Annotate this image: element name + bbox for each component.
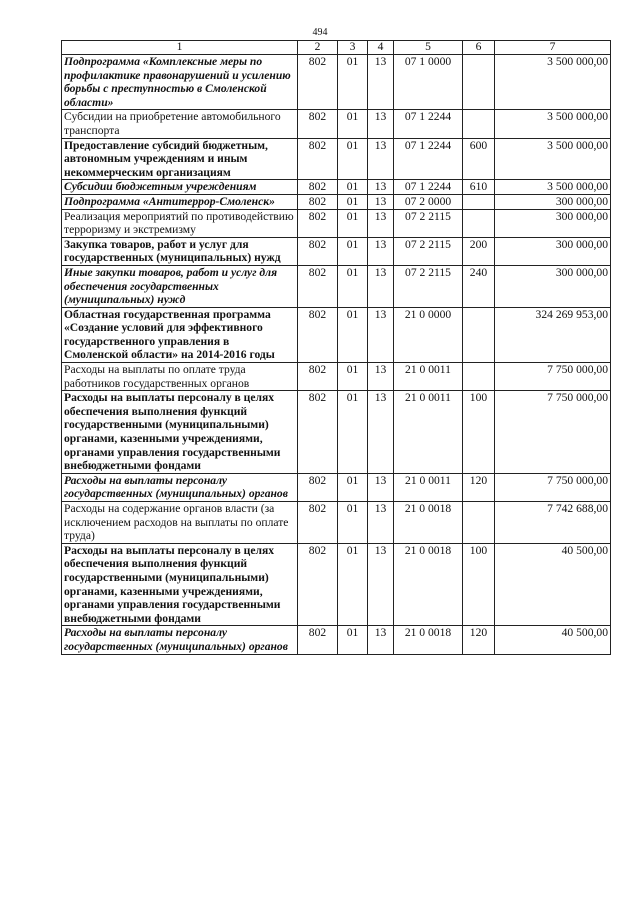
ministry-code-cell: 802 <box>298 110 338 138</box>
amount-cell: 3 500 000,00 <box>495 55 611 110</box>
column-number-row <box>62 41 611 55</box>
subsection-code-cell: 13 <box>368 55 394 110</box>
expense-name-cell: Расходы на выплаты по оплате труда работников государственных органов <box>62 363 298 391</box>
ministry-code-cell: 802 <box>298 237 338 265</box>
target-article-cell: 21 0 0018 <box>394 626 463 654</box>
amount-cell: 300 000,00 <box>495 194 611 209</box>
expense-type-cell <box>463 307 495 362</box>
table-row <box>62 194 611 209</box>
amount-cell: 40 500,00 <box>495 626 611 654</box>
expense-type-cell <box>463 110 495 138</box>
table-row <box>62 180 611 195</box>
section-code-cell: 01 <box>338 307 368 362</box>
subsection-code-cell: 13 <box>368 307 394 362</box>
table-row <box>62 391 611 474</box>
subsection-code-cell: 13 <box>368 473 394 501</box>
expense-type-cell <box>463 502 495 544</box>
subsection-code-cell: 13 <box>368 265 394 307</box>
expense-name-cell: Областная государственная программа «Создание условий для эффективного государственного управления в Смоленской области» на 2014-2016 годы <box>62 307 298 362</box>
amount-cell: 3 500 000,00 <box>495 138 611 180</box>
expense-name-cell: Расходы на выплаты персоналу в целях обеспечения выполнения функций государственными (муниципальными) органами, казенными учреждениями, органами управления государственными внебюджетными фондами <box>62 391 298 474</box>
expense-name-cell: Расходы на выплаты персоналу государственных (муниципальных) органов <box>62 473 298 501</box>
expense-type-cell <box>463 209 495 237</box>
amount-cell: 3 500 000,00 <box>495 180 611 195</box>
target-article-cell: 21 0 0000 <box>394 307 463 362</box>
section-code-cell: 01 <box>338 391 368 474</box>
target-article-cell: 07 2 2115 <box>394 209 463 237</box>
expense-name-cell: Подпрограмма «Антитеррор-Смоленск» <box>62 194 298 209</box>
target-article-cell: 07 2 2115 <box>394 237 463 265</box>
amount-cell: 3 500 000,00 <box>495 110 611 138</box>
amount-cell: 7 750 000,00 <box>495 391 611 474</box>
expense-type-cell: 240 <box>463 265 495 307</box>
expense-type-cell: 120 <box>463 626 495 654</box>
expense-name-cell: Предоставление субсидий бюджетным, автономным учреждениям и иным некоммерческим организациям <box>62 138 298 180</box>
page-number: 494 <box>312 27 328 38</box>
section-code-cell: 01 <box>338 237 368 265</box>
amount-cell: 300 000,00 <box>495 209 611 237</box>
ministry-code-cell: 802 <box>298 265 338 307</box>
target-article-cell: 07 2 0000 <box>394 194 463 209</box>
target-article-cell: 07 1 2244 <box>394 110 463 138</box>
amount-cell: 40 500,00 <box>495 543 611 626</box>
section-code-cell: 01 <box>338 543 368 626</box>
subsection-code-cell: 13 <box>368 502 394 544</box>
amount-cell: 324 269 953,00 <box>495 307 611 362</box>
expense-name-cell: Закупка товаров, работ и услуг для государственных (муниципальных) нужд <box>62 237 298 265</box>
subsection-code-cell: 13 <box>368 626 394 654</box>
section-code-cell: 01 <box>338 626 368 654</box>
subsection-code-cell: 13 <box>368 180 394 195</box>
section-code-cell: 01 <box>338 209 368 237</box>
subsection-code-cell: 13 <box>368 138 394 180</box>
column-header: 3 <box>338 41 368 55</box>
expense-type-cell <box>463 363 495 391</box>
expense-type-cell: 120 <box>463 473 495 501</box>
ministry-code-cell: 802 <box>298 55 338 110</box>
expense-type-cell <box>463 55 495 110</box>
target-article-cell: 21 0 0018 <box>394 502 463 544</box>
target-article-cell: 07 2 2115 <box>394 265 463 307</box>
column-header: 5 <box>394 41 463 55</box>
section-code-cell: 01 <box>338 194 368 209</box>
amount-cell: 7 750 000,00 <box>495 473 611 501</box>
subsection-code-cell: 13 <box>368 543 394 626</box>
expense-name-cell: Подпрограмма «Комплексные меры по профилактике правонарушений и усилению борьбы с преступностью в Смоленской области» <box>62 55 298 110</box>
expense-name-cell: Субсидии бюджетным учреждениям <box>62 180 298 195</box>
ministry-code-cell: 802 <box>298 209 338 237</box>
section-code-cell: 01 <box>338 110 368 138</box>
ministry-code-cell: 802 <box>298 138 338 180</box>
subsection-code-cell: 13 <box>368 209 394 237</box>
column-header: 7 <box>495 41 611 55</box>
table-row <box>62 209 611 237</box>
expense-name-cell: Иные закупки товаров, работ и услуг для обеспечения государственных (муниципальных) нужд <box>62 265 298 307</box>
expense-type-cell: 200 <box>463 237 495 265</box>
target-article-cell: 21 0 0018 <box>394 543 463 626</box>
ministry-code-cell: 802 <box>298 194 338 209</box>
column-header: 4 <box>368 41 394 55</box>
table-row <box>62 265 611 307</box>
target-article-cell: 07 1 2244 <box>394 138 463 180</box>
expense-type-cell: 610 <box>463 180 495 195</box>
subsection-code-cell: 13 <box>368 363 394 391</box>
ministry-code-cell: 802 <box>298 626 338 654</box>
table-row <box>62 502 611 544</box>
expense-type-cell: 600 <box>463 138 495 180</box>
section-code-cell: 01 <box>338 265 368 307</box>
subsection-code-cell: 13 <box>368 237 394 265</box>
section-code-cell: 01 <box>338 55 368 110</box>
amount-cell: 7 742 688,00 <box>495 502 611 544</box>
section-code-cell: 01 <box>338 180 368 195</box>
expense-name-cell: Расходы на выплаты персоналу в целях обеспечения выполнения функций государственными (муниципальными) органами, казенными учреждениями, органами управления государственными внебюджетными фондами <box>62 543 298 626</box>
ministry-code-cell: 802 <box>298 307 338 362</box>
table-row <box>62 55 611 110</box>
ministry-code-cell: 802 <box>298 543 338 626</box>
table-row <box>62 138 611 180</box>
subsection-code-cell: 13 <box>368 110 394 138</box>
table-row <box>62 473 611 501</box>
ministry-code-cell: 802 <box>298 473 338 501</box>
budget-table <box>61 40 611 655</box>
ministry-code-cell: 802 <box>298 502 338 544</box>
expense-type-cell: 100 <box>463 543 495 626</box>
amount-cell: 7 750 000,00 <box>495 363 611 391</box>
section-code-cell: 01 <box>338 502 368 544</box>
subsection-code-cell: 13 <box>368 194 394 209</box>
expense-name-cell: Расходы на выплаты персоналу государственных (муниципальных) органов <box>62 626 298 654</box>
target-article-cell: 21 0 0011 <box>394 363 463 391</box>
table-row <box>62 237 611 265</box>
expense-name-cell: Субсидии на приобретение автомобильного транспорта <box>62 110 298 138</box>
expense-type-cell <box>463 194 495 209</box>
ministry-code-cell: 802 <box>298 391 338 474</box>
subsection-code-cell: 13 <box>368 391 394 474</box>
expense-name-cell: Расходы на содержание органов власти (за исключением расходов на выплаты по оплате труда) <box>62 502 298 544</box>
target-article-cell: 07 1 0000 <box>394 55 463 110</box>
column-header: 6 <box>463 41 495 55</box>
expense-name-cell: Реализация мероприятий по противодействию терроризму и экстремизму <box>62 209 298 237</box>
amount-cell: 300 000,00 <box>495 237 611 265</box>
section-code-cell: 01 <box>338 473 368 501</box>
table-row <box>62 626 611 654</box>
target-article-cell: 07 1 2244 <box>394 180 463 195</box>
section-code-cell: 01 <box>338 363 368 391</box>
target-article-cell: 21 0 0011 <box>394 473 463 501</box>
expense-type-cell: 100 <box>463 391 495 474</box>
table-row <box>62 543 611 626</box>
table-row <box>62 307 611 362</box>
column-header: 2 <box>298 41 338 55</box>
amount-cell: 300 000,00 <box>495 265 611 307</box>
table-row <box>62 363 611 391</box>
column-header: 1 <box>62 41 298 55</box>
table-row <box>62 110 611 138</box>
section-code-cell: 01 <box>338 138 368 180</box>
ministry-code-cell: 802 <box>298 180 338 195</box>
ministry-code-cell: 802 <box>298 363 338 391</box>
target-article-cell: 21 0 0011 <box>394 391 463 474</box>
